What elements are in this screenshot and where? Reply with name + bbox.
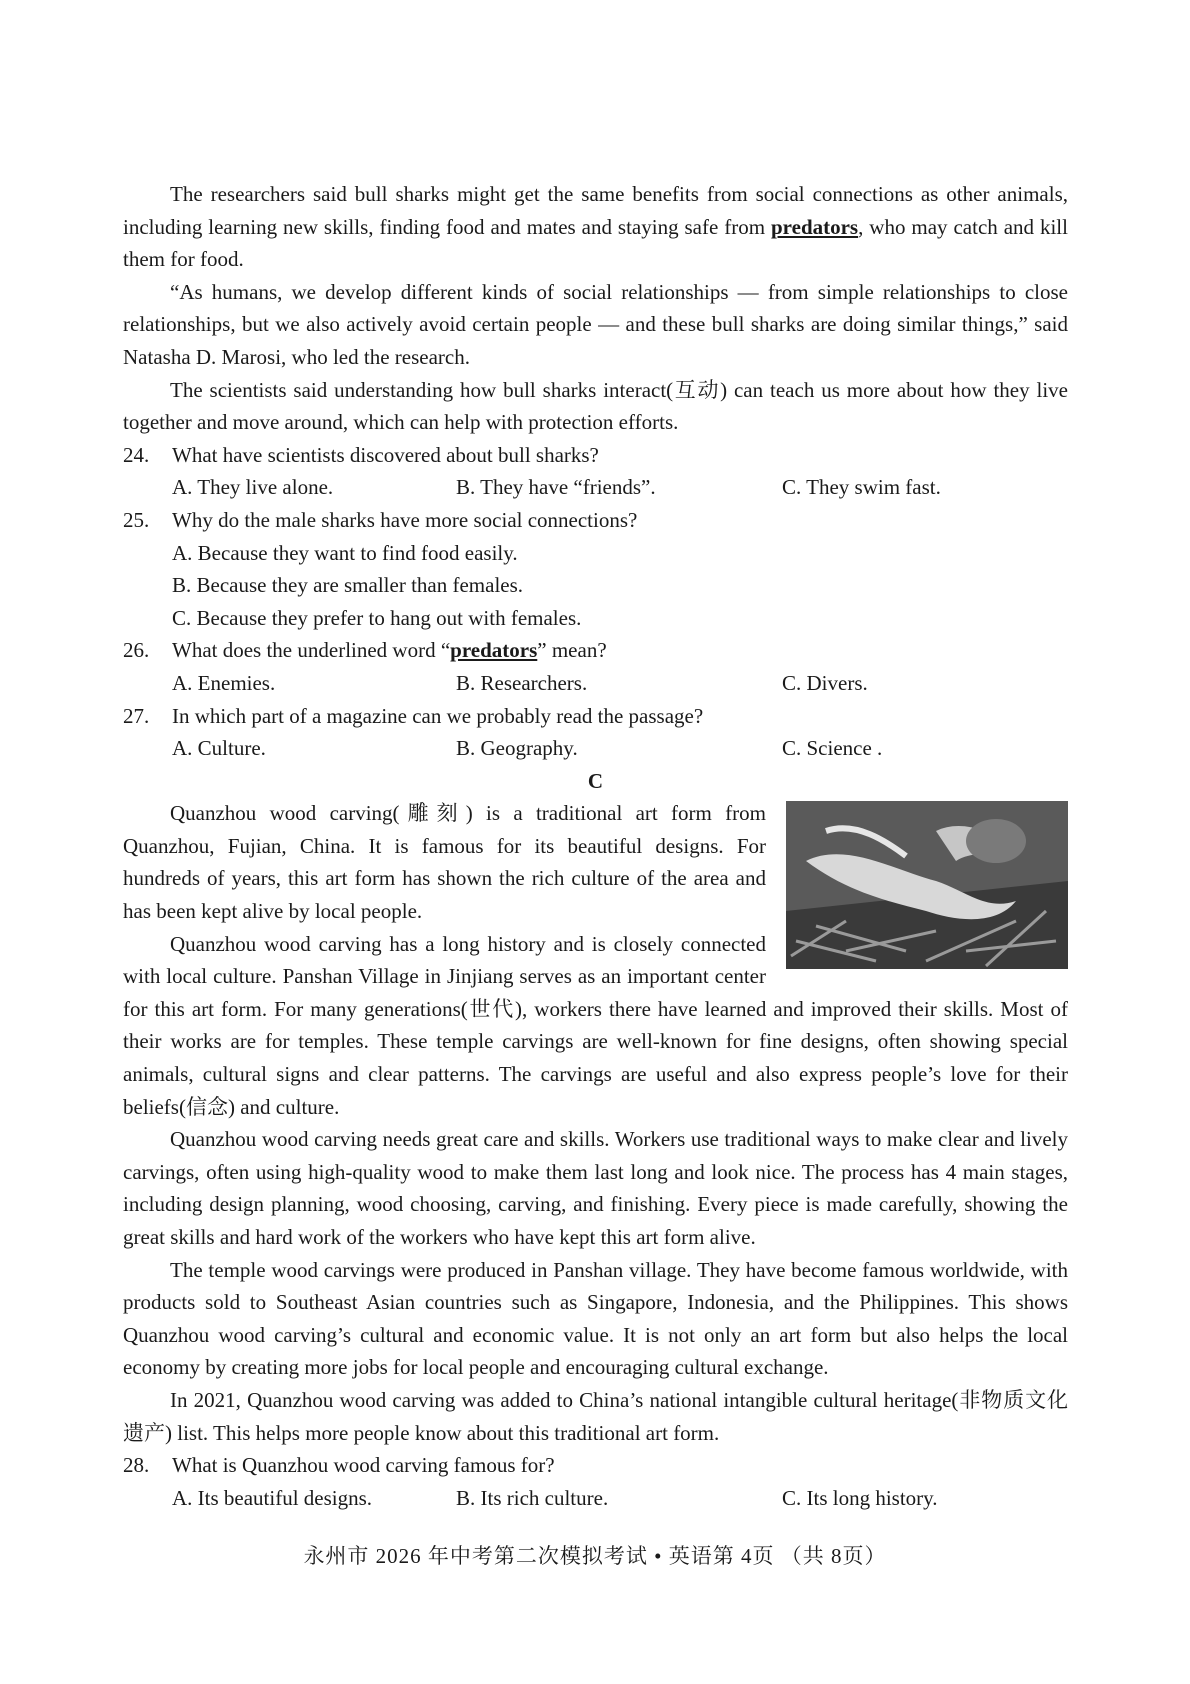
question-28-options xyxy=(123,1482,1068,1515)
option-b: B. Its rich culture. xyxy=(456,1485,609,1510)
question-text: Why do the male sharks have more social connections? xyxy=(172,507,638,532)
passage-c-paragraph-3: Quanzhou wood carving needs great care and skills. Workers use traditional ways to make clear and lively carvings, often using high-quality wood to make them last long and look nice. The process has 4 main stages, including design planning, wood choosing, carving, and finishing. Every piece is made carefully, showing the great skills and hard work of the workers who have kept this art form alive. xyxy=(123,1127,1068,1249)
passage-b-paragraph-3: The scientists said understanding how bull sharks interact(互动) can teach us more about how they live together and move around, which can help with protection efforts. xyxy=(123,377,1068,435)
question-text: What have scientists discovered about bull sharks? xyxy=(172,442,599,467)
passage-c-paragraph-2: Quanzhou wood carving has a long history and is closely connected with local culture. Panshan Village in Jinjiang serves as an important center for this art form. For many generations(世代), workers there have learned and improved their skills. Most of their works are for temples. These temple carvings are well-known for fine designs, often showing special animals, cultural signs and clear patterns. The carvings are useful and also express people’s love for their beliefs(信念) and culture. xyxy=(123,931,1068,1119)
option-a: A. Enemies. xyxy=(172,670,276,695)
question-24 xyxy=(123,439,1068,472)
option-c: C. They swim fast. xyxy=(782,475,941,500)
passage-c-paragraph-4: The temple wood carvings were produced in Panshan village. They have become famous worldwide, with products sold to Southeast Asian countries such as Singapore, Indonesia, and the Philippines. This shows Quanzhou wood carving’s cultural and economic value. It is not only an art form but also helps the local economy by creating more jobs for local people and encouraging cultural exchange. xyxy=(123,1257,1068,1380)
wood-carving-photo xyxy=(786,801,1068,969)
question-text-part: ” mean? xyxy=(537,638,607,663)
section-heading: C xyxy=(587,768,604,793)
option-a: A. They live alone. xyxy=(172,475,334,500)
question-26 xyxy=(123,634,1068,667)
passage-c-paragraph-1: Quanzhou wood carving(雕刻) is a traditional art form from Quanzhou, Fujian, China. It is famous for its beautiful designs. For hundreds of years, this art form has shown the rich culture of the area and has been kept alive by local people. xyxy=(123,801,766,924)
option-a: A. Its beautiful designs. xyxy=(172,1485,373,1510)
question-text: What is Quanzhou wood carving famous for? xyxy=(172,1453,555,1478)
passage-b-paragraph-1 xyxy=(123,178,1068,276)
question-number: 25. xyxy=(123,507,150,532)
paragraph-text: The researchers said bull sharks might get the same benefits from social connections as other animals, including learning new skills, finding food and mates and staying safe from xyxy=(123,182,1068,239)
option-c: C. Science . xyxy=(782,736,883,761)
option-b: B. They have “friends”. xyxy=(456,475,656,500)
option-b: B. Geography. xyxy=(456,736,578,761)
option-b: B. Researchers. xyxy=(456,670,588,695)
underlined-word: predators xyxy=(450,638,538,663)
question-text-part: What does the underlined word “ xyxy=(172,638,451,663)
question-28 xyxy=(123,1449,1068,1482)
question-27-options xyxy=(123,732,1068,765)
question-24-options xyxy=(123,471,1068,504)
question-text: In which part of a magazine can we probably read the passage? xyxy=(172,703,704,728)
passage-b-paragraph-2: “As humans, we develop different kinds of social relationships — from simple relationships to close relationships, but we also actively avoid certain people — and these bull sharks are doing similar things,” said Natasha D. Marosi, who led the research. xyxy=(123,279,1068,369)
question-number: 27. xyxy=(123,703,150,728)
passage-c-paragraph-5: In 2021, Quanzhou wood carving was added to China’s national intangible cultural heritage(非物质文化遗产) list. This helps more people know about this traditional art form. xyxy=(123,1387,1068,1445)
question-number: 24. xyxy=(123,442,150,467)
paragraph-text: , who may catch and kill them for food. xyxy=(123,214,1068,272)
page-footer: 永州市 2026 年中考第二次模拟考试 • 英语第 4页 （共 8页） xyxy=(303,1544,887,1568)
question-27 xyxy=(123,700,1068,733)
question-text xyxy=(172,634,1068,667)
question-25 xyxy=(123,504,1068,537)
question-26-options xyxy=(123,667,1068,700)
option-c: C. Divers. xyxy=(782,670,868,695)
question-number: 26. xyxy=(123,638,150,663)
page-content xyxy=(123,178,1068,1514)
option-c: C. Because they prefer to hang out with females. xyxy=(172,605,582,630)
question-number: 28. xyxy=(123,1453,150,1478)
option-a: A. Culture. xyxy=(172,736,266,761)
option-a: A. Because they want to find food easily. xyxy=(172,540,518,565)
underlined-word: predators xyxy=(771,214,859,239)
option-b: B. Because they are smaller than females. xyxy=(172,573,524,598)
option-c: C. Its long history. xyxy=(782,1485,938,1510)
